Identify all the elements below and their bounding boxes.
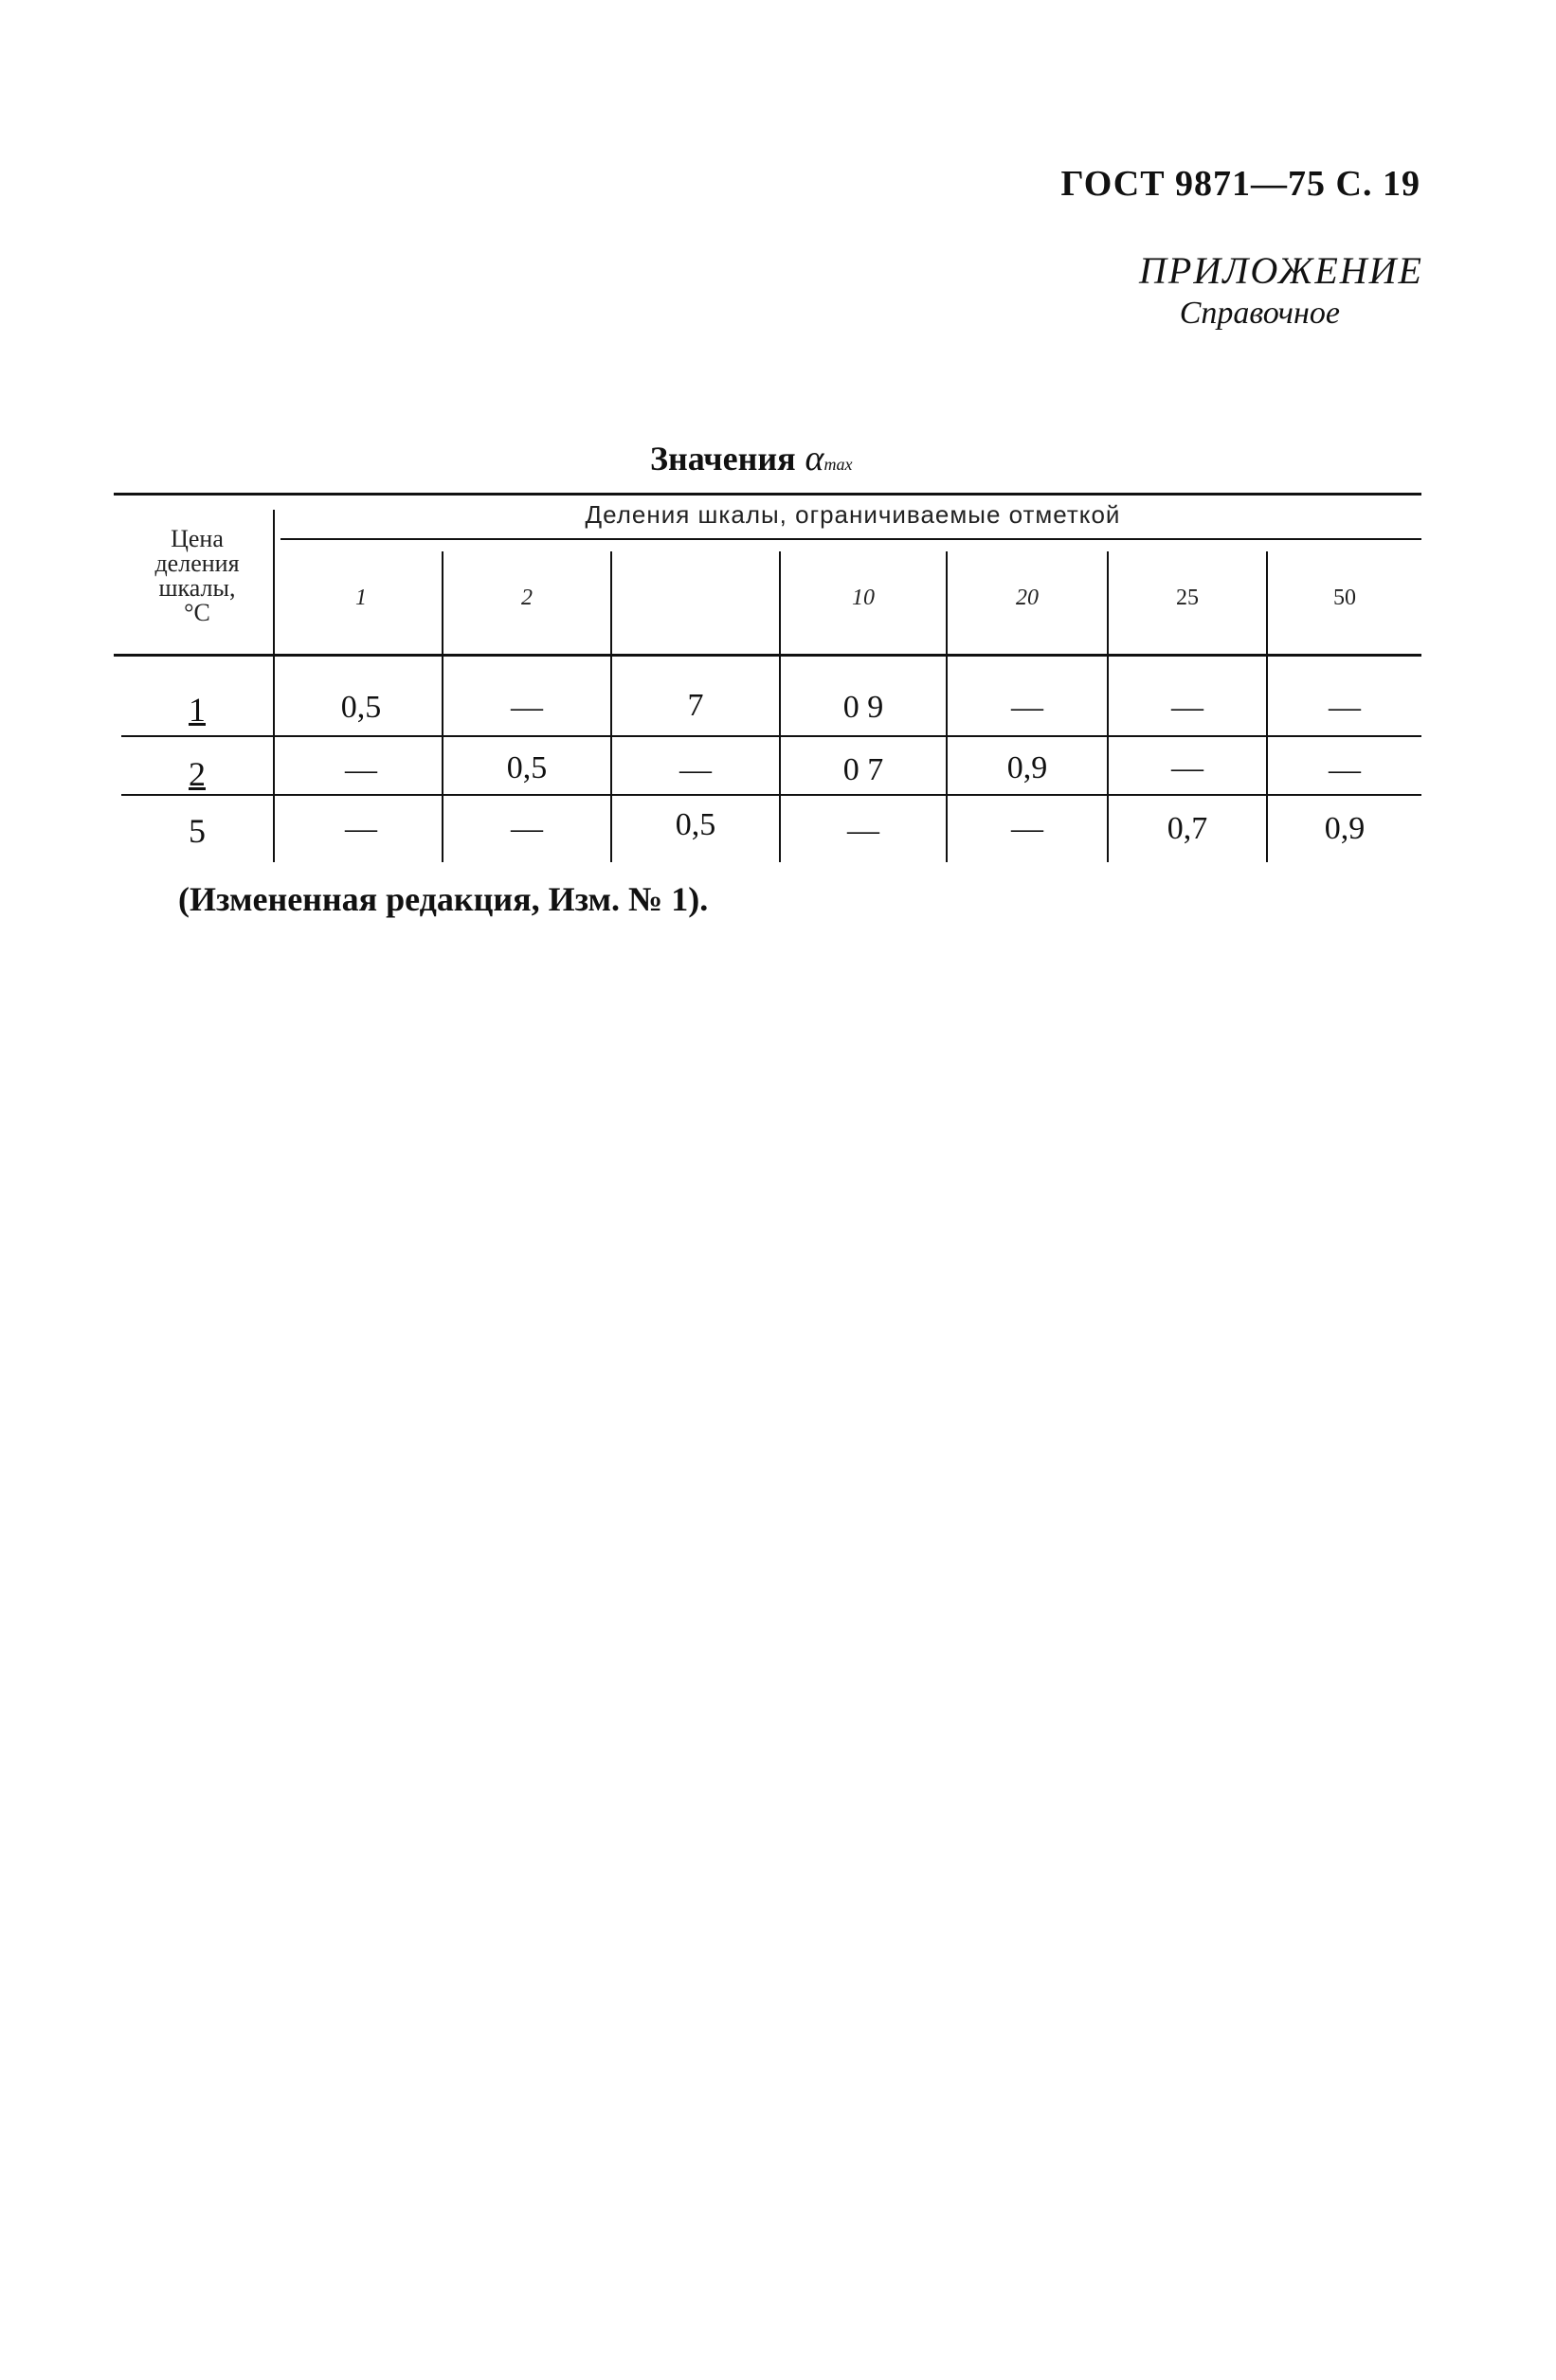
table-title-text: Значения (650, 440, 796, 478)
column-header: 50 (1333, 586, 1356, 610)
table-cell: 0,9 (1324, 811, 1366, 846)
table-title (650, 438, 853, 479)
table-cell: 0,5 (506, 750, 548, 785)
column-header: 10 (852, 586, 875, 610)
table-cell: 0 9 (842, 690, 884, 725)
table-cell: — (511, 811, 543, 846)
table-cell: — (847, 813, 879, 848)
table-title-symbol-subscript: max (823, 455, 853, 474)
column-header: 2 (521, 586, 533, 610)
page-header: ГОСТ 9871—75 С. 19 (1060, 164, 1420, 204)
table-cell: — (1171, 690, 1203, 725)
row-label: 1 (189, 691, 206, 729)
table-cell: — (1171, 750, 1203, 785)
row-divider (121, 735, 1421, 737)
row-divider (121, 794, 1421, 796)
col-divider (273, 510, 275, 862)
appendix-title: ПРИЛОЖЕНИЕ (1139, 249, 1423, 292)
table-cell: — (345, 811, 377, 846)
row-header-line: деления (154, 550, 240, 577)
footnote: (Измененная редакция, Изм. № 1). (178, 880, 709, 918)
row-label: 2 (189, 755, 206, 793)
row-header-line: °С (184, 599, 210, 626)
table-cell: — (1011, 690, 1043, 725)
column-header: 1 (355, 586, 367, 610)
table-cell: 7 (687, 688, 704, 723)
table-top-rule (114, 493, 1421, 496)
table-cell: — (1329, 690, 1361, 725)
column-header: 20 (1016, 586, 1039, 610)
table-cell: — (1011, 811, 1043, 846)
table-cell: 0,5 (340, 690, 382, 725)
table-cell: 0,7 (1167, 811, 1208, 846)
table-cell: — (679, 752, 712, 787)
table-group-rule (280, 538, 1421, 540)
table-cell: — (511, 690, 543, 725)
table-cell: — (1329, 752, 1361, 787)
row-label: 5 (189, 812, 206, 850)
table-cell: — (345, 752, 377, 787)
row-header-line: Цена (171, 525, 224, 552)
column-header: 25 (1176, 586, 1199, 610)
table-cell: 0,9 (1006, 750, 1048, 785)
group-header: Деления шкалы, ограничиваемые отметкой (585, 500, 1121, 529)
table-title-symbol: α (805, 439, 824, 478)
appendix-subtitle: Справочное (1179, 296, 1340, 331)
table-header-bottom-rule (114, 654, 1421, 657)
row-header (121, 527, 273, 625)
table-cell: 0,5 (675, 807, 716, 842)
table-cell: 0 7 (842, 752, 884, 787)
row-header-line: шкалы, (158, 574, 236, 602)
